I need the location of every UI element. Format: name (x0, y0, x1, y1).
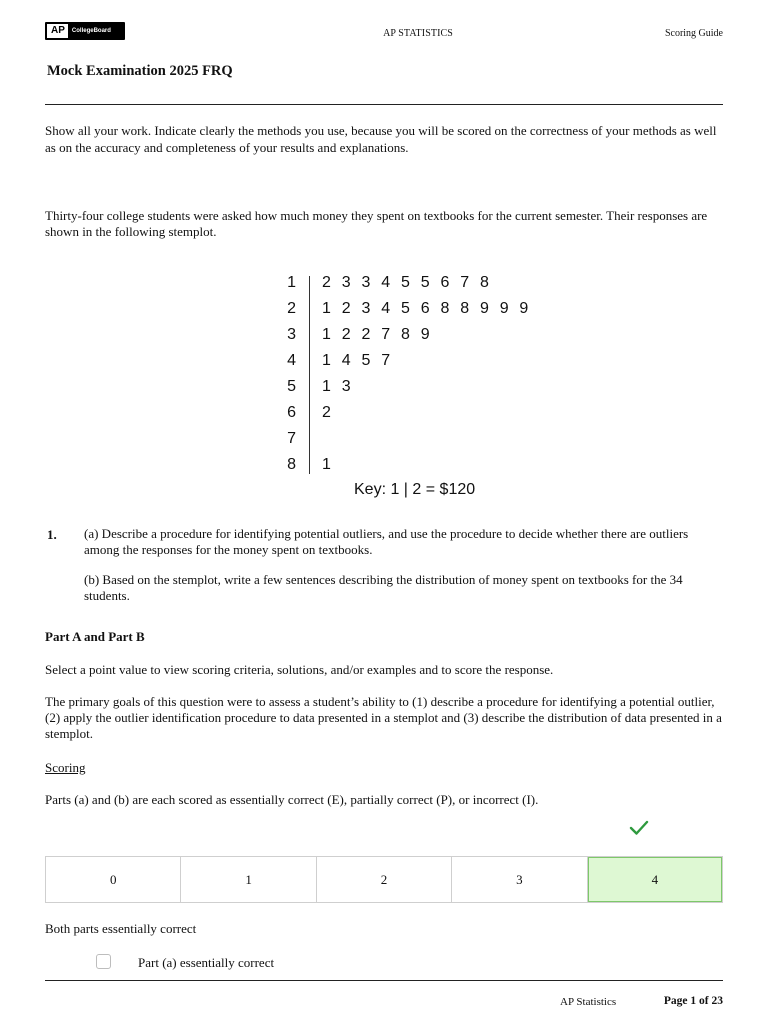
select-instruction: Select a point value to view scoring criteria, solutions, and/or examples and to score the response. (45, 662, 554, 677)
stemplot-row (0, 427, 768, 453)
stemplot-row (0, 401, 768, 427)
title-divider (45, 104, 723, 105)
leaf-values: 1 4 5 7 (322, 352, 394, 369)
question-number: 1. (47, 527, 57, 542)
stem-value: 4 (287, 352, 296, 369)
logo-ap-text: AP (47, 24, 68, 38)
score-selector (45, 856, 723, 903)
stemplot-row (0, 323, 768, 349)
question-part-a: (a) Describe a procedure for identifying potential outliers, and use the procedure to decide whether there are outliers among the responses for the money spent on textbooks. (84, 526, 689, 557)
stem-value: 3 (287, 326, 296, 343)
stem-value: 2 (287, 300, 296, 317)
section-heading: Part A and Part B (45, 629, 145, 644)
stem-value: 8 (287, 456, 296, 473)
score-option-3[interactable]: 3 (452, 857, 587, 902)
leaf-values: 1 3 (322, 378, 354, 395)
checkmark-icon (628, 818, 650, 838)
logo-brand-text: CollegeBoard (71, 28, 111, 34)
question-part-b: (b) Based on the stemplot, write a few sentences describing the distribution of money spent on textbooks for the 34 students. (84, 572, 683, 603)
stemplot-row (0, 349, 768, 375)
stemplot-row (0, 453, 768, 479)
footer-page-number: Page 1 of 23 (663, 995, 723, 1007)
score-option-0[interactable]: 0 (46, 857, 181, 902)
intro-text: Thirty-four college students were asked how much money they spent on textbooks for the current semester. Their responses are shown in the following stemplot. (45, 208, 708, 239)
stem-value: 5 (287, 378, 296, 395)
leaf-values: 1 2 2 7 8 9 (322, 326, 433, 343)
header-subject: AP STATISTICS (383, 28, 453, 39)
scoring-description: Parts (a) and (b) are each scored as essentially correct (E), partially correct (P), or incorrect (I). (45, 792, 539, 807)
scoring-heading: Scoring (45, 760, 86, 775)
score-option-1[interactable]: 1 (181, 857, 316, 902)
stemplot-key: Key: 1 | 2 = $120 (354, 481, 476, 498)
stem-value: 7 (287, 430, 296, 447)
part-a-checkbox[interactable] (96, 954, 111, 969)
footer-divider (45, 980, 723, 981)
footer-course: AP Statistics (560, 996, 617, 1008)
leaf-values: 1 2 3 4 5 6 8 8 9 9 9 (322, 300, 532, 317)
stemplot-row (0, 375, 768, 401)
criteria-item-label: Part (a) essentially correct (138, 955, 275, 970)
primary-goals-text: The primary goals of this question were to assess a student’s ability to (1) describe a procedure for identifying a potential outlier, (2) apply the outlier identification procedure to data presented in a stemplot and (3) describe the distribution of data presented in a stemplot. (45, 694, 722, 741)
leaf-values: 2 (322, 404, 335, 421)
score-option-4[interactable]: 4 (588, 857, 722, 902)
stem-value: 6 (287, 404, 296, 421)
header-guide-label: Scoring Guide (664, 28, 723, 39)
score-option-2[interactable]: 2 (317, 857, 452, 902)
stemplot-row (0, 297, 768, 323)
leaf-values: 2 3 3 4 5 5 6 7 8 (322, 274, 493, 291)
stem-value: 1 (287, 274, 296, 291)
instructions-text: Show all your work. Indicate clearly the methods you use, because you will be scored on the correctness of your methods as well as on the accuracy and completeness of your results and explanations. (45, 123, 717, 155)
criteria-summary: Both parts essentially correct (45, 921, 197, 936)
exam-title: Mock Examination 2025 FRQ (47, 63, 233, 79)
stemplot-row (0, 271, 768, 297)
leaf-values: 1 (322, 456, 335, 473)
